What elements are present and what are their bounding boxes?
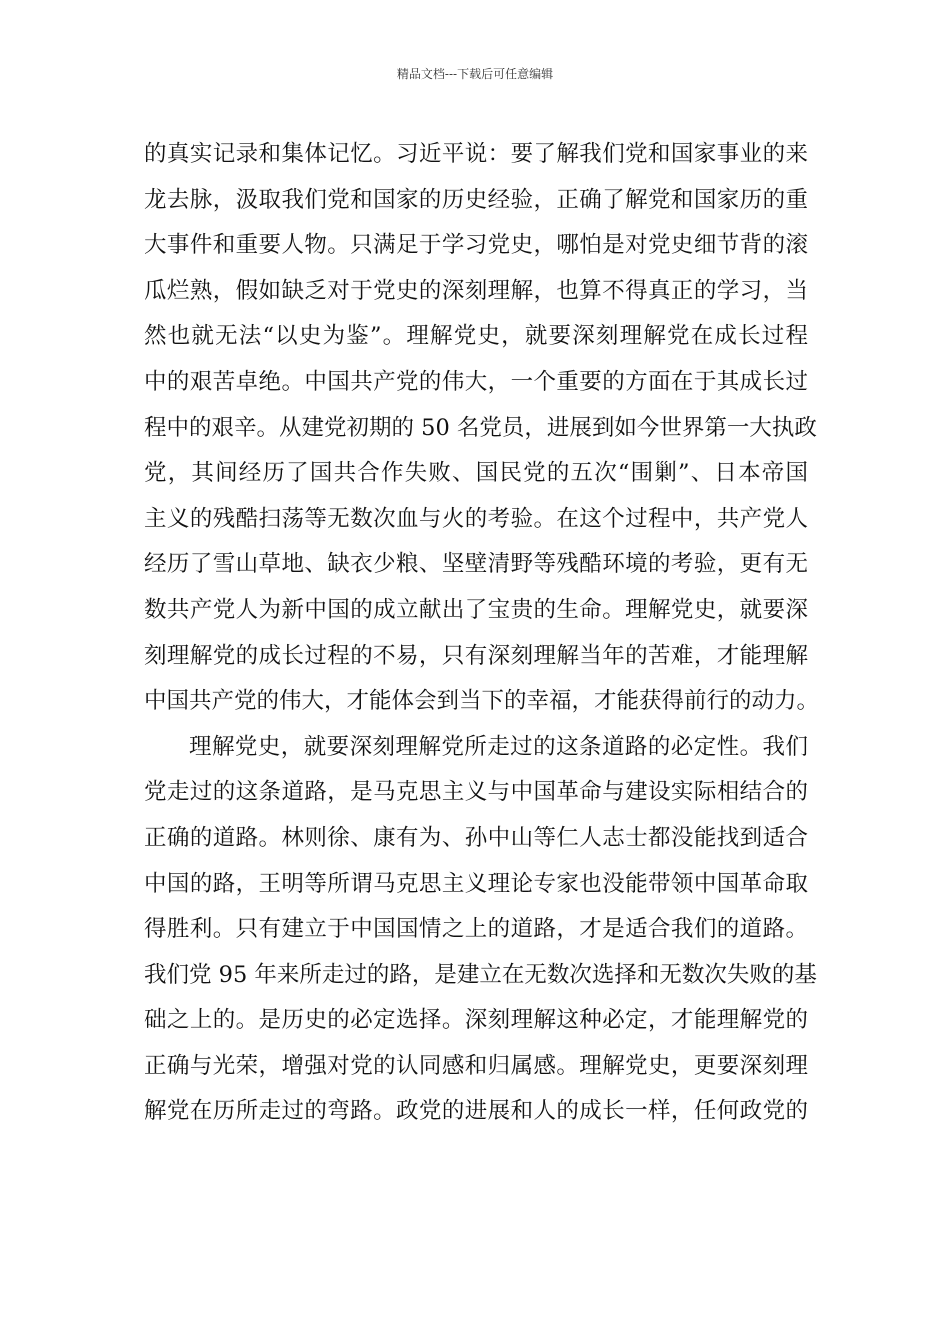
text-line: 础之上的。是历史的必定选择。深刻理解这种必定，才能理解党的 xyxy=(144,1007,808,1034)
text-line: 刻理解党的成长过程的不易，只有深刻理解当年的苦难，才能理解 xyxy=(144,642,808,669)
text-line: 然也就无法“以史为鉴”。理解党史，就要深刻理解党在成长过程 xyxy=(144,323,808,350)
text-line: 中的艰苦卓绝。中国共产党的伟大，一个重要的方面在于其成长过 xyxy=(144,368,808,395)
paragraph-first-line: 理解党史，就要深刻理解党所走过的这条道路的必定性。我们 xyxy=(189,733,808,760)
body-text xyxy=(144,132,820,1135)
text-line: 中国的路，王明等所谓马克思主义理论专家也没能带领中国革命取 xyxy=(144,870,808,897)
text-line: 主义的残酷扫荡等无数次血与火的考验。在这个过程中，共产党人 xyxy=(144,505,808,532)
text-line: 经历了雪山草地、缺衣少粮、坚壁清野等残酷环境的考验，更有无 xyxy=(144,551,808,578)
text-line: 程中的艰辛。从建党初期的 50 名党员，进展到如今世界第一大执政 xyxy=(144,414,817,441)
text-line: 瓜烂熟，假如缺乏对于党史的深刻理解，也算不得真正的学习，当 xyxy=(144,277,808,304)
text-line: 得胜利。只有建立于中国国情之上的道路，才是适合我们的道路。 xyxy=(144,916,808,943)
text-line: 大事件和重要人物。只满足于学习党史，哪怕是对党史细节背的滚 xyxy=(144,232,808,259)
page-header: 精品文档---下载后可任意编辑 xyxy=(396,67,554,81)
text-line: 正确与光荣，增强对党的认同感和归属感。理解党史，更要深刻理 xyxy=(144,1052,808,1079)
text-line: 解党在历所走过的弯路。政党的进展和人的成长一样，任何政党的 xyxy=(144,1098,808,1125)
text-line: 龙去脉，汲取我们党和国家的历史经验，正确了解党和国家历的重 xyxy=(144,186,808,213)
text-line: 党走过的这条道路，是马克思主义与中国革命与建设实际相结合的 xyxy=(144,779,808,806)
text-line: 的真实记录和集体记忆。习近平说：要了解我们党和国家事业的来 xyxy=(144,141,808,167)
text-line: 中国共产党的伟大，才能体会到当下的幸福，才能获得前行的动力。 xyxy=(144,688,820,715)
text-line: 我们党 95 年来所走过的路，是建立在无数次选择和无数次失败的基 xyxy=(144,961,817,988)
text-line: 数共产党人为新中国的成立献出了宝贵的生命。理解党史，就要深 xyxy=(144,596,808,623)
text-line: 正确的道路。林则徐、康有为、孙中山等仁人志士都没能找到适合 xyxy=(144,824,808,851)
text-line: 党，其间经历了国共合作失败、国民党的五次“围剿”、日本帝国 xyxy=(144,460,808,487)
